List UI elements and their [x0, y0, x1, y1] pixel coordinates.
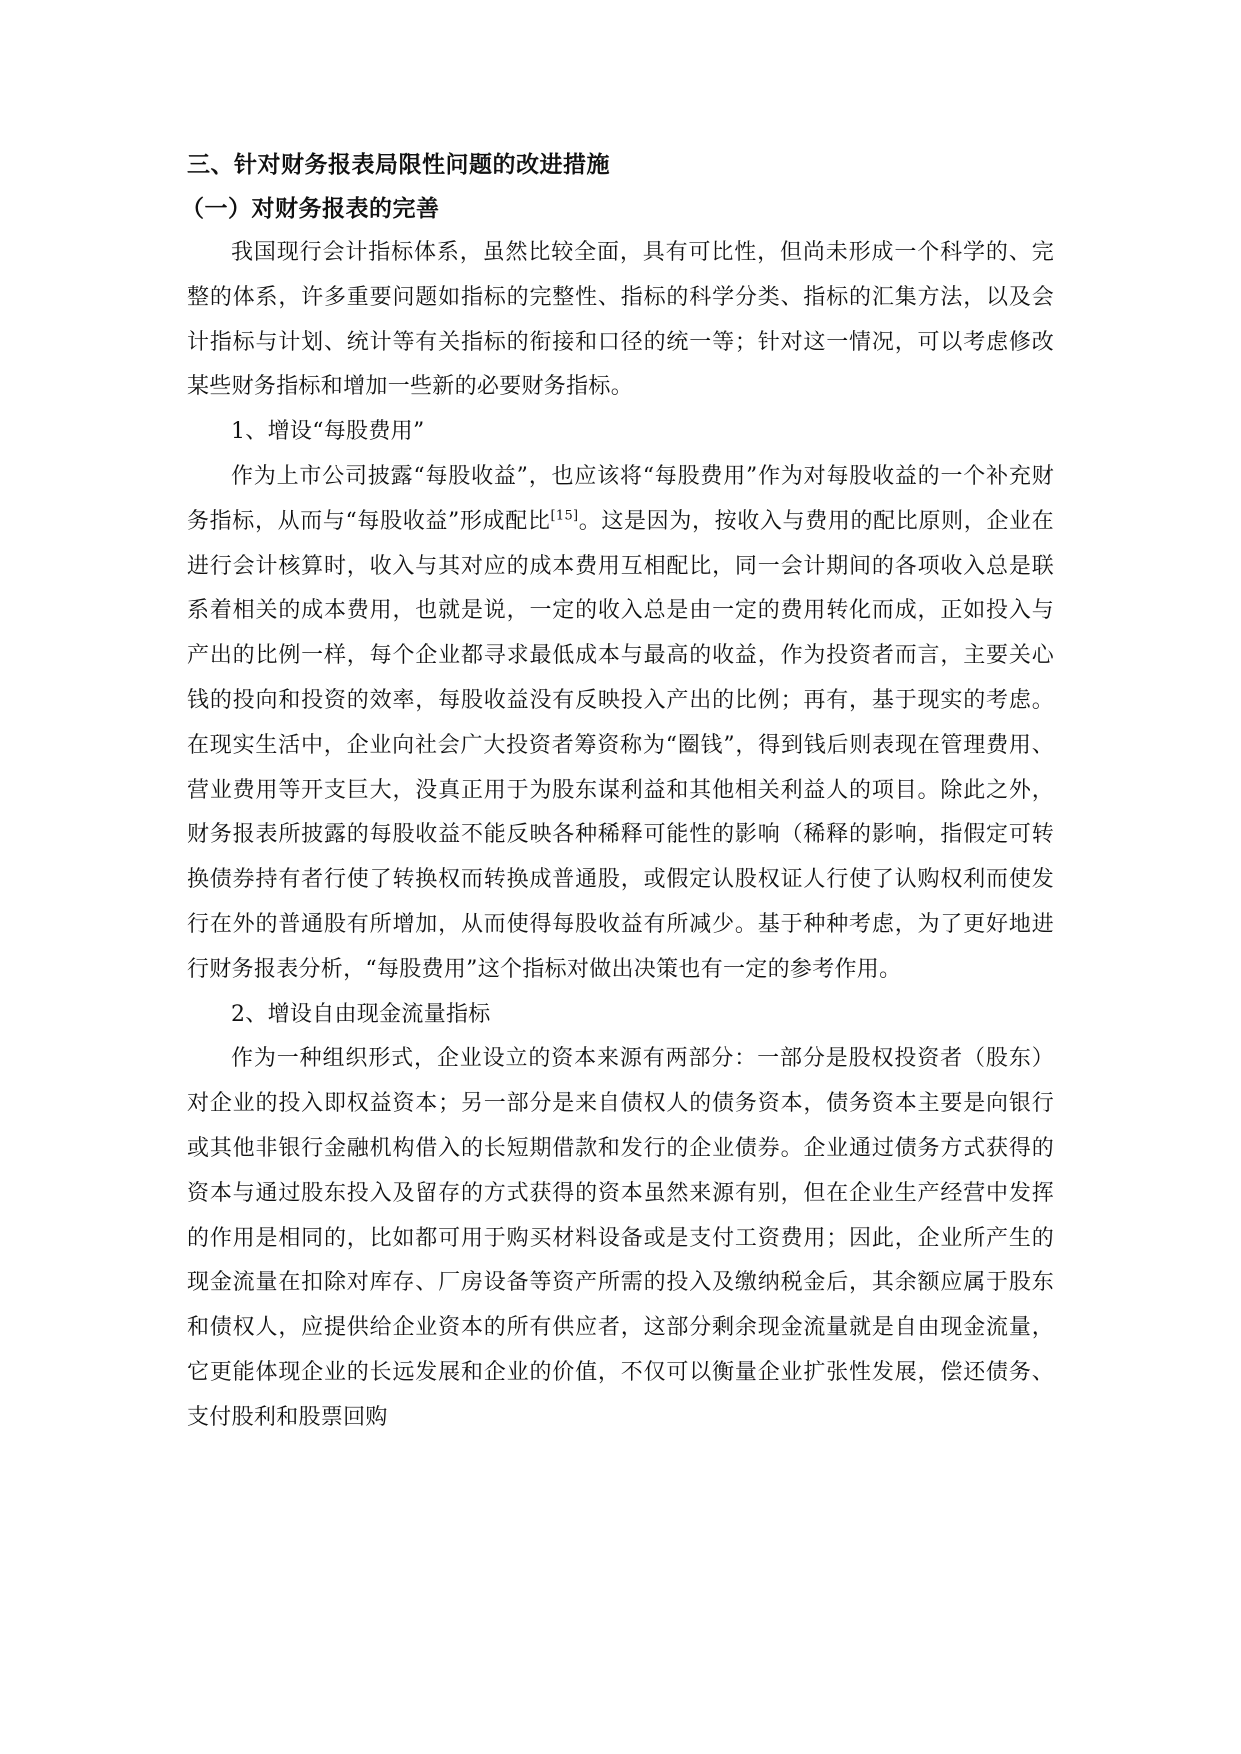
intro-paragraph: 我国现行会计指标体系，虽然比较全面，具有可比性，但尚未形成一个科学的、完整的体系，许多重要问题如指标的完整性、指标的科学分类、指标的汇集方法，以及会计指标与计划、统计等有关指标的衔接和口径的统一等；针对这一情况，可以考虑修改某些财务指标和增加一些新的必要财务指标。	[187, 240, 1054, 400]
item2-heading: 2、增设自由现金流量指标	[231, 1001, 491, 1027]
item1-paragraph-text-after-ref: 。这是因为，按收入与费用的配比原则，企业在进行会计核算时，收入与其对应的成本费用互相配比，同一会计期间的各项收入总是联系着相关的成本费用，也就是说，一定的收入总是由一定的费用转化而成，正如投入与产出的比例一样，每个企业都寻求最低成本与最高的收益，作为投资者而言，主要关心钱的投向和投资的效率，每股收益没有反映投入产出的比例；再有，基于现实的考虑。在现实生活中，企业向社会广大投资者筹资称为“圈钱”，得到钱后则表现在管理费用、营业费用等开支巨大，没真正用于为股东谋利益和其他相关利益人的项目。除此之外，财务报表所披露的每股收益不能反映各种稀释可能性的影响（稀释的影响，指假定可转换债券持有者行使了转换权而转换成普通股，或假定认股权证人行使了认购权利而使发行在外的普通股有所增加，从而使得每股收益有所减少。基于种种考虑，为了更好地进行财务报表分析，“每股费用”这个指标对做出决策也有一定的参考作用。	[187, 508, 1054, 982]
page-content	[181, 143, 1054, 1441]
item2-paragraph: 作为一种组织形式，企业设立的资本来源有两部分：一部分是股权投资者（股东）对企业的投入即权益资本；另一部分是来自债权人的债务资本，债务资本主要是向银行或其他非银行金融机构借入的长短期借款和发行的企业债券。企业通过债务方式获得的资本与通过股东投入及留存的方式获得的资本虽然来源有别，但在企业生产经营中发挥的作用是相同的，比如都可用于购买材料设备或是支付工资费用；因此，企业所产生的现金流量在扣除对库存、厂房设备等资产所需的投入及缴纳税金后，其余额应属于股东和债权人，应提供给企业资本的所有供应者，这部分剩余现金流量就是自由现金流量，它更能体现企业的长远发展和企业的价值，不仅可以衡量企业扩张性发展，偿还债务、支付股利和股票回购	[187, 1046, 1054, 1430]
citation-ref: [15]	[550, 508, 579, 524]
item1-heading: 1、增设“每股费用”	[231, 419, 425, 445]
subsection-title: （一）对财务报表的完善	[181, 196, 440, 222]
item1-paragraph-text-before-ref: 作为上市公司披露“每股收益”，也应该将“每股费用”作为对每股收益的一个补充财务指标，从而与“每股收益”形成配比	[187, 463, 1054, 534]
section-title: 三、针对财务报表局限性问题的改进措施	[187, 152, 610, 178]
item1-paragraph	[187, 455, 1054, 993]
